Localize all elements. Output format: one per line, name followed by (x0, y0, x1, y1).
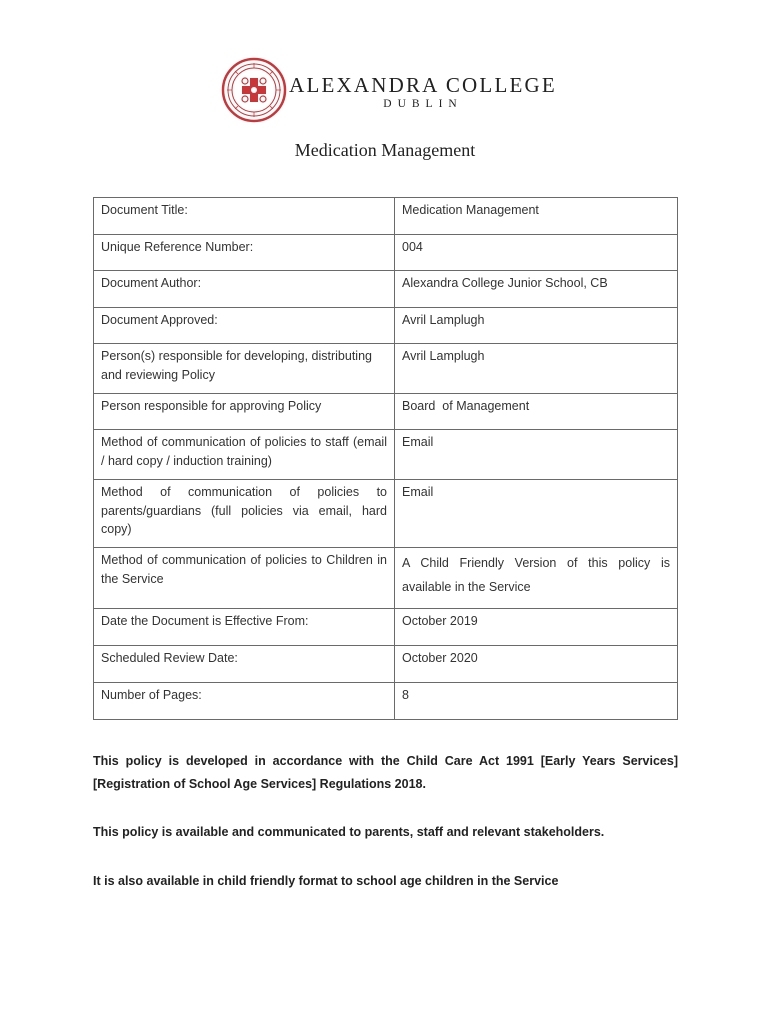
row-label: Person(s) responsible for developing, distributing and reviewing Policy (94, 344, 395, 394)
row-value: Alexandra College Junior School, CB (395, 271, 678, 308)
compliance-statement: This policy is developed in accordance with the Child Care Act 1991 [Early Years Services] [Registration of School Age Services] Regulations 2018. (93, 754, 678, 791)
row-label: Document Title: (94, 198, 395, 235)
college-city: DUBLIN (383, 98, 463, 110)
table-row (94, 480, 678, 548)
row-label: Method of communication of policies to Children in the Service (94, 548, 395, 609)
row-label: Document Approved: (94, 308, 395, 344)
row-value: Board of Management (395, 394, 678, 430)
table-row (94, 683, 678, 720)
college-header (220, 56, 560, 126)
table-row (94, 646, 678, 683)
row-label: Person responsible for approving Policy (94, 394, 395, 430)
row-value: October 2020 (395, 646, 678, 683)
row-value: Avril Lamplugh (395, 344, 678, 394)
college-crest-icon (220, 56, 288, 124)
row-value: Email (395, 430, 678, 480)
table-row (94, 394, 678, 430)
table-row (94, 271, 678, 308)
availability-statement: This policy is available and communicated to parents, staff and relevant stakeholders. (93, 825, 605, 839)
row-value: Medication Management (395, 198, 678, 235)
row-label: Method of communication of policies to parents/guardians (full policies via email, hard copy) (94, 480, 395, 548)
table-row (94, 430, 678, 480)
table-row (94, 344, 678, 394)
row-value: Email (395, 480, 678, 548)
document-title: Medication Management (294, 140, 476, 160)
table-row (94, 548, 678, 609)
table-row (94, 235, 678, 271)
child-friendly-statement: It is also available in child friendly format to school age children in the Service (93, 874, 559, 888)
row-label: Unique Reference Number: (94, 235, 395, 271)
table-row (94, 198, 678, 235)
row-value: Avril Lamplugh (395, 308, 678, 344)
row-label: Method of communication of policies to staff (email / hard copy / induction training) (94, 430, 395, 480)
row-label: Date the Document is Effective From: (94, 609, 395, 646)
table-row (94, 609, 678, 646)
row-label: Scheduled Review Date: (94, 646, 395, 683)
table-row (94, 308, 678, 344)
college-name: ALEXANDRA COLLEGE (289, 73, 557, 97)
row-label: Number of Pages: (94, 683, 395, 720)
row-value: A Child Friendly Version of this policy is available in the Service (395, 548, 678, 609)
document-info-table (93, 197, 678, 720)
row-label: Document Author: (94, 271, 395, 308)
row-value: October 2019 (395, 609, 678, 646)
row-value: 8 (395, 683, 678, 720)
row-value: 004 (395, 235, 678, 271)
